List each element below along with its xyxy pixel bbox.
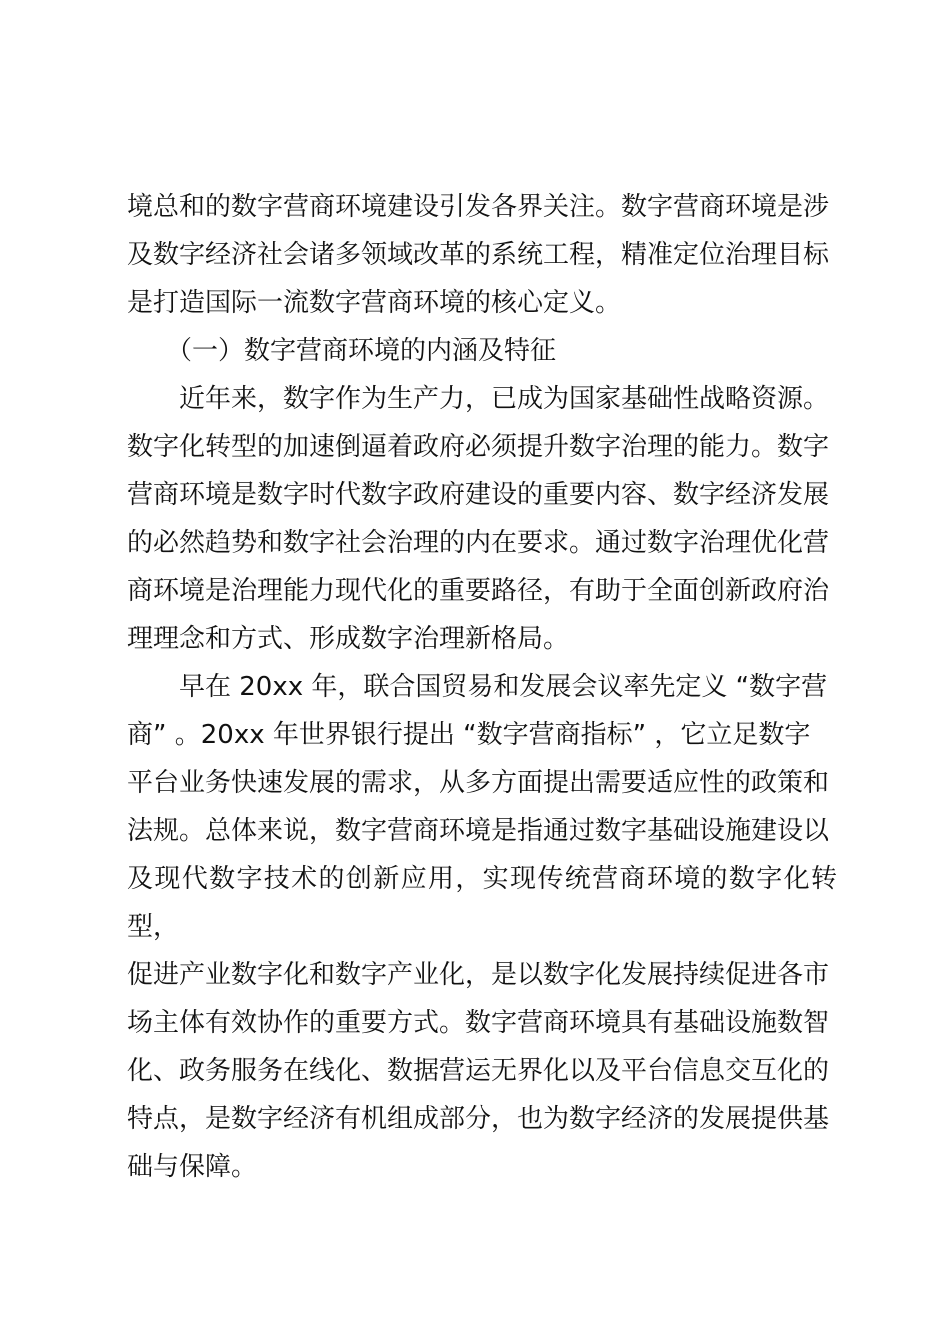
section-heading: （一）数字营商环境的内涵及特征 xyxy=(127,336,557,366)
paragraph-definition-history: 早在 20xx 年，联合国贸易和发展会议率先定义 “数字营 商” 。20xx 年世界银行提出 “数字营商指标” ，它立足数字 平台业务快速发展的需求，从多方面提出需要适应性的政策和 法规。总体来说，数字营商环境是指通过数字基础设施建设以 及现代数字技术的创新应用，实现传统营商环境的数字化转型， 促进产业数字化和数字产业化，是以数字化发展持续促进各市 场主体有效协作的重要方式。数字营商环境具有基础设施数智 化、政务服务在线化、数据营运无界化以及平台信息交互化的 特点，是数字经济有机组成部分，也为数字经济的发展提供基 础与保障。 xyxy=(127,672,837,1182)
paragraph-digital-productivity: 近年来，数字作为生产力，已成为国家基础性战略资源。 数字化转型的加速倒逼着政府必须提升数字治理的能力。数字 营商环境是数字时代数字政府建设的重要内容、数字经济发展 的必然趋势和数字社会治理的内在要求。通过数字治理优化营 商环境是治理能力现代化的重要路径，有助于全面创新政府治 理理念和方式、形成数字治理新格局。 xyxy=(127,384,830,654)
document-body xyxy=(127,183,837,1191)
paragraph-intro-continuation: 境总和的数字营商环境建设引发各界关注。数字营商环境是涉 及数字经济社会诸多领域改革的系统工程，精准定位治理目标 是打造国际一流数字营商环境的核心定义。 xyxy=(127,192,830,318)
